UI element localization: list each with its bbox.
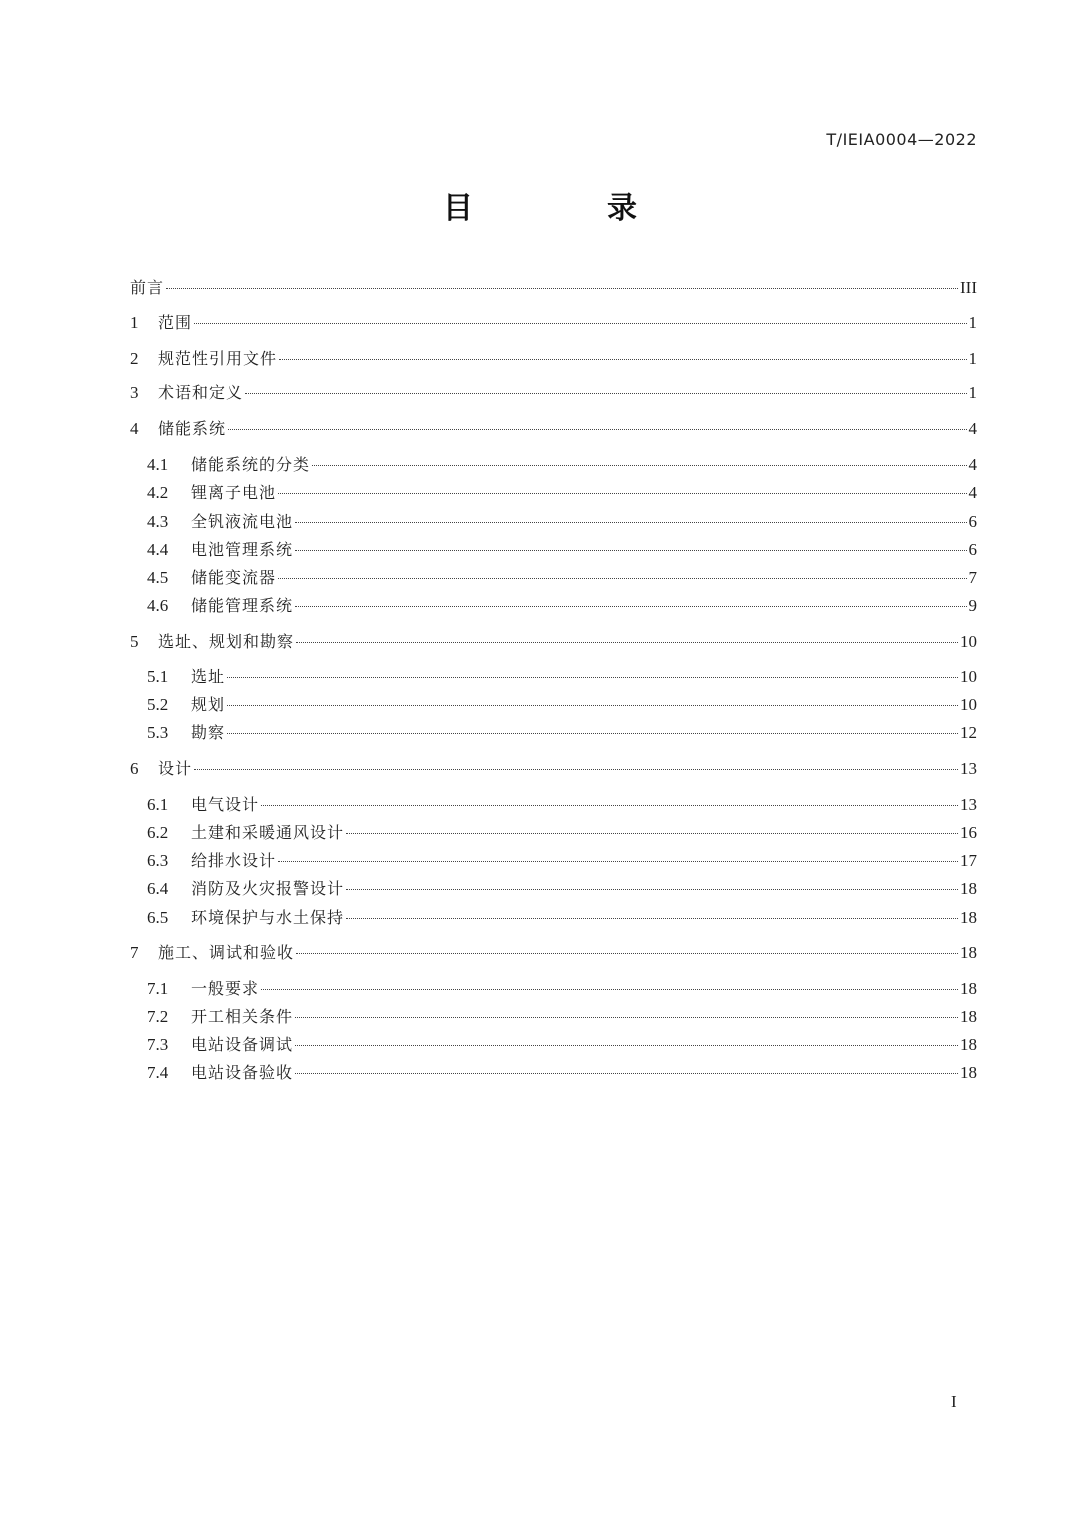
dot-leader: [166, 288, 958, 289]
toc-entry-page: 18: [960, 1035, 977, 1054]
toc-entry-page: 1: [968, 349, 977, 368]
toc-entry-label: 电池管理系统: [191, 540, 294, 559]
toc-entry-number: 4.1: [147, 455, 169, 474]
toc-entry-label: 电气设计: [191, 795, 260, 814]
toc-entry-number: 6.3: [147, 851, 169, 870]
toc-entry-number: 4.5: [147, 568, 169, 587]
dot-leader: [278, 861, 958, 862]
toc-entry-label: 范围: [158, 313, 193, 332]
toc-entry-page: 13: [960, 759, 977, 778]
toc-entry-number: 5.3: [147, 723, 169, 742]
toc-entry-page: 4: [968, 455, 977, 474]
toc-entry-label: 锂离子电池: [191, 483, 277, 502]
toc-entry[interactable]: [130, 757, 977, 781]
toc-entry-label: 消防及火灾报警设计: [191, 879, 345, 898]
dot-leader: [296, 953, 958, 954]
toc-entry-label: 环境保护与水土保持: [191, 908, 345, 927]
toc-entry[interactable]: [147, 481, 977, 505]
toc-entry-page: 18: [960, 943, 977, 962]
toc-entry-page: 10: [960, 632, 977, 651]
toc-entry[interactable]: [147, 906, 977, 930]
toc-entry-page: 1: [968, 383, 977, 402]
toc-entry-number: 5.2: [147, 695, 169, 714]
dot-leader: [295, 1045, 958, 1046]
toc-entry[interactable]: [147, 977, 977, 1001]
toc-entry[interactable]: [130, 381, 977, 405]
toc-entry-number: 4.4: [147, 540, 169, 559]
dot-leader: [279, 359, 966, 360]
toc-entry[interactable]: [130, 276, 977, 300]
toc-entry-number: 3: [130, 383, 139, 402]
toc-entry-label: 储能系统的分类: [191, 455, 311, 474]
toc-entry-number: 7: [130, 943, 139, 962]
toc-entry-page: 10: [960, 667, 977, 686]
dot-leader: [296, 642, 958, 643]
toc-entry-number: 7.2: [147, 1007, 169, 1026]
toc-entry-number: 6.5: [147, 908, 169, 927]
toc-entry[interactable]: [147, 538, 977, 562]
dot-leader: [245, 393, 966, 394]
toc-entry-page: 4: [968, 419, 977, 438]
toc-entry-label: 选址: [191, 667, 226, 686]
toc-entry-label: 术语和定义: [158, 383, 244, 402]
toc-entry[interactable]: [147, 665, 977, 689]
toc-entry-label: 勘察: [191, 723, 226, 742]
toc-entry-number: 4: [130, 419, 139, 438]
toc-entry-label: 全钒液流电池: [191, 512, 294, 531]
toc-entry-page: 18: [960, 908, 977, 927]
dot-leader: [227, 677, 958, 678]
toc-entry-page: 18: [960, 1007, 977, 1026]
toc-entry-label: 土建和采暖通风设计: [191, 823, 345, 842]
toc-entry-page: 17: [960, 851, 977, 870]
toc-entry-number: 6.4: [147, 879, 169, 898]
dot-leader: [295, 1017, 958, 1018]
dot-leader: [312, 465, 966, 466]
toc-entry-page: 16: [960, 823, 977, 842]
dot-leader: [194, 769, 958, 770]
dot-leader: [278, 493, 966, 494]
toc-entry-number: 4.2: [147, 483, 169, 502]
toc-entry-number: 5: [130, 632, 139, 651]
toc-entry-page: 1: [968, 313, 977, 332]
dot-leader: [227, 705, 958, 706]
toc-entry-number: 2: [130, 349, 139, 368]
toc-entry[interactable]: [130, 941, 977, 965]
document-code: T/IEIA0004—2022: [826, 130, 977, 149]
toc-entry[interactable]: [147, 693, 977, 717]
toc-entry[interactable]: [147, 721, 977, 745]
toc-entry-number: 6: [130, 759, 139, 778]
toc-entry-page: 7: [968, 568, 977, 587]
page-number: I: [951, 1392, 957, 1411]
toc-entry-page: 6: [968, 540, 977, 559]
dot-leader: [194, 323, 966, 324]
toc-entry-number: 1: [130, 313, 139, 332]
toc-entry-page: 13: [960, 795, 977, 814]
toc-entry-label: 开工相关条件: [191, 1007, 294, 1026]
toc-entry-label: 储能变流器: [191, 568, 277, 587]
dot-leader: [346, 833, 958, 834]
toc-entry-label: 给排水设计: [191, 851, 277, 870]
toc-entry[interactable]: [147, 1061, 977, 1085]
toc-entry[interactable]: [147, 453, 977, 477]
toc-entry[interactable]: [147, 793, 977, 817]
toc-entry-page: 18: [960, 1063, 977, 1082]
toc-entry[interactable]: [147, 849, 977, 873]
toc-entry-number: 5.1: [147, 667, 169, 686]
toc-entry[interactable]: [147, 821, 977, 845]
toc-entry-label: 电站设备调试: [191, 1035, 294, 1054]
dot-leader: [295, 550, 966, 551]
toc-entry-page: 12: [960, 723, 977, 742]
toc-entry[interactable]: [147, 510, 977, 534]
toc-entry-label: 电站设备验收: [191, 1063, 294, 1082]
dot-leader: [295, 522, 966, 523]
toc-entry-label: 前言: [130, 278, 165, 297]
toc-entry-number: 4.6: [147, 596, 169, 615]
dot-leader: [227, 733, 958, 734]
toc-entry-page: 6: [968, 512, 977, 531]
toc-entry[interactable]: [147, 594, 977, 618]
toc-entry-label: 储能管理系统: [191, 596, 294, 615]
dot-leader: [346, 918, 958, 919]
toc-entry-label: 设计: [158, 759, 193, 778]
dot-leader: [261, 989, 958, 990]
toc-entry-number: 6.1: [147, 795, 169, 814]
page-title: 目 录: [443, 191, 689, 226]
toc-entry-label: 规划: [191, 695, 226, 714]
toc-entry[interactable]: [147, 1005, 977, 1029]
toc-entry-number: 7.1: [147, 979, 169, 998]
dot-leader: [295, 606, 966, 607]
toc-entry[interactable]: [130, 630, 977, 654]
toc-entry[interactable]: [130, 417, 977, 441]
toc-entry-number: 7.4: [147, 1063, 169, 1082]
toc-entry-number: 4.3: [147, 512, 169, 531]
dot-leader: [346, 889, 958, 890]
toc-entry-label: 施工、调试和验收: [158, 943, 295, 962]
dot-leader: [228, 429, 966, 430]
dot-leader: [261, 805, 958, 806]
toc-entry-page: III: [960, 278, 977, 297]
toc-entry[interactable]: [147, 877, 977, 901]
toc-entry-label: 选址、规划和勘察: [158, 632, 295, 651]
toc-entry-page: 10: [960, 695, 977, 714]
toc-entry[interactable]: [130, 347, 977, 371]
toc-entry-label: 一般要求: [191, 979, 260, 998]
dot-leader: [295, 1073, 958, 1074]
toc-entry-page: 4: [968, 483, 977, 502]
toc-entry-page: 18: [960, 879, 977, 898]
dot-leader: [278, 578, 966, 579]
toc-entry[interactable]: [147, 1033, 977, 1057]
toc-entry-label: 规范性引用文件: [158, 349, 278, 368]
toc-entry-number: 6.2: [147, 823, 169, 842]
toc-entry-label: 储能系统: [158, 419, 227, 438]
toc-entry[interactable]: [147, 566, 977, 590]
toc-entry-page: 18: [960, 979, 977, 998]
toc-entry[interactable]: [130, 311, 977, 335]
toc-entry-page: 9: [968, 596, 977, 615]
toc-entry-number: 7.3: [147, 1035, 169, 1054]
